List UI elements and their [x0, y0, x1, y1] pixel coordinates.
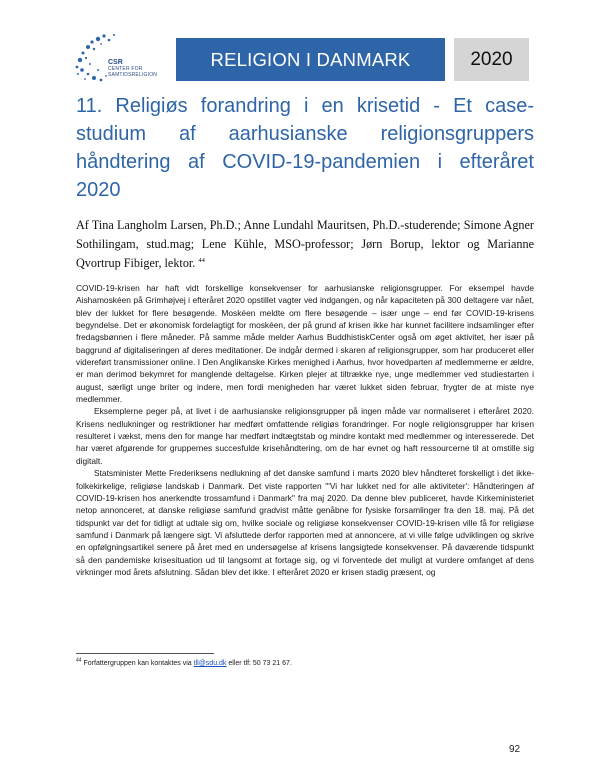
footnote-suffix: eller tlf: 50 73 21 67. — [228, 660, 292, 667]
logo-text — [108, 59, 157, 78]
logo-acronym: CSR — [108, 59, 123, 66]
logo-line2: SAMTIDSRELIGION — [108, 71, 158, 78]
chapter-title: 11. Religiøs forandring i en krisetid - Et case-studium af aarhusianske religionsgruppers håndtering af COVID-19-pandemien i efteråret 2020 — [76, 95, 534, 201]
logo-line1: CENTER FOR — [108, 66, 143, 72]
footnote — [76, 657, 292, 667]
paragraph: Eksemplerne peger på, at livet i de aarhusianske religionsgrupper på ingen måde var normaliseret i efteråret 2020. Krisens nedlukninger og restriktioner har medført omfattende religiøs forandringer. For nogle religionsgrupper har krisen resulteret i vækst, mens den for mange har medført indtægtstab og mindre kontakt med medlemmer og interesserede. Det har været afgørende for gruppernes succesfulde krisehåndtering, om de har evnet og haft ressourcerne til at omstille sig digitalt. — [76, 406, 534, 466]
authors — [76, 216, 534, 273]
footnote-number: 44 — [76, 657, 82, 664]
authors-footnote-ref[interactable]: 44 — [198, 256, 205, 264]
page-number: 92 — [509, 744, 521, 755]
authors-text: Af Tina Langholm Larsen, Ph.D.; Anne Lundahl Mauritsen, Ph.D.-studerende; Simone Agner Sothilingam, stud.mag; Lene Kühle, MSO-professor; Jørn Borup, lektor og Marianne Qvortrup Fibiger, lektor. — [76, 218, 534, 270]
header-banner: RELIGION I DANMARK — [176, 38, 445, 81]
header-year: 2020 — [454, 38, 529, 81]
footnote-prefix: Forfattergruppen kan kontaktes via — [83, 660, 192, 667]
paragraph: Statsminister Mette Frederiksens nedlukning af det danske samfund i marts 2020 blev håndteret forskelligt i det ikke-folkekirkelige, religiøse landskab i Danmark. Det viste rapporten "'Vi har lukket ned for alle aktiviteter': Håndteringen af COVID-19-krisen hos anerkendte trossamfund i Danmark" fra maj 2020. Da denne blev publiceret, havde Kirkeministeriet netop annonceret, at danske religiøse samfund gradvist måtte genåbne for fysiske forsamlinger fra den 18. maj. På det tidspunkt var det for tidligt at udtale sig om, hvilke sociale og religiøse konsekvenser COVID-19-krisen ville få for religiøse samfund i Danmark på længere sigt. Vi afsluttede derfor rapporten med at annoncere, at vi ville følge udviklingen og skrive en opfølgningsartikel senere på året med en undersøgelse af krisens langsigtede konsekvenser. På daværende tidspunkt så den pandemiske krisesituation ud til langsomt at fortage sig, og vi forventede det muligt at vurdere omfanget af dens virkninger mod årets afslutning. Sådan blev det ikke. I efteråret 2020 er krisen stadig præsent, og — [76, 468, 534, 577]
body-text — [76, 282, 534, 578]
footnote-divider — [76, 653, 214, 654]
paragraph: COVID-19-krisen har haft vidt forskellige konsekvenser for aarhusianske religionsgrupper. For eksempel havde Aishamoskéen på Grimhøjvej i efteråret 2020 opstillet vagter ved indgangen, og når kapaciteten på 300 deltagere var nået, blev der lukket for flere besøgende. Moskéen meldte om flere besøgende – især unge – end før COVID-19-krisens begyndelse. Det er økonomisk fordelagtigt for moskéen, der på grund af krisen ikke har kunnet facilitere indsamlinger efter fredagsbønnen i flere måneder. På samme måde melder Aarhus BuddhistiskCenter også om øget aktivitet, her især på baggrund af digitaliseringen af deres meditationer. De indgår dermed i skaren af religionsgrupper, som har produceret eller videreført transmissioner online. I Den Anglikanske Kirkes menighed i Aarhus, hvor hovedparten af medlemmerne er ældre, er man derimod bekymret for manglende deltagelse. Kirken plejer at tiltrække nye, unge medlemmer ved studiestarten i august, særligt unge briter og indere, men fordi menigheden har været lukket siden februar, frygter de at miste nye medlemmer. — [76, 283, 534, 405]
footnote-email-link[interactable]: tll@sdu.dk — [193, 660, 227, 667]
